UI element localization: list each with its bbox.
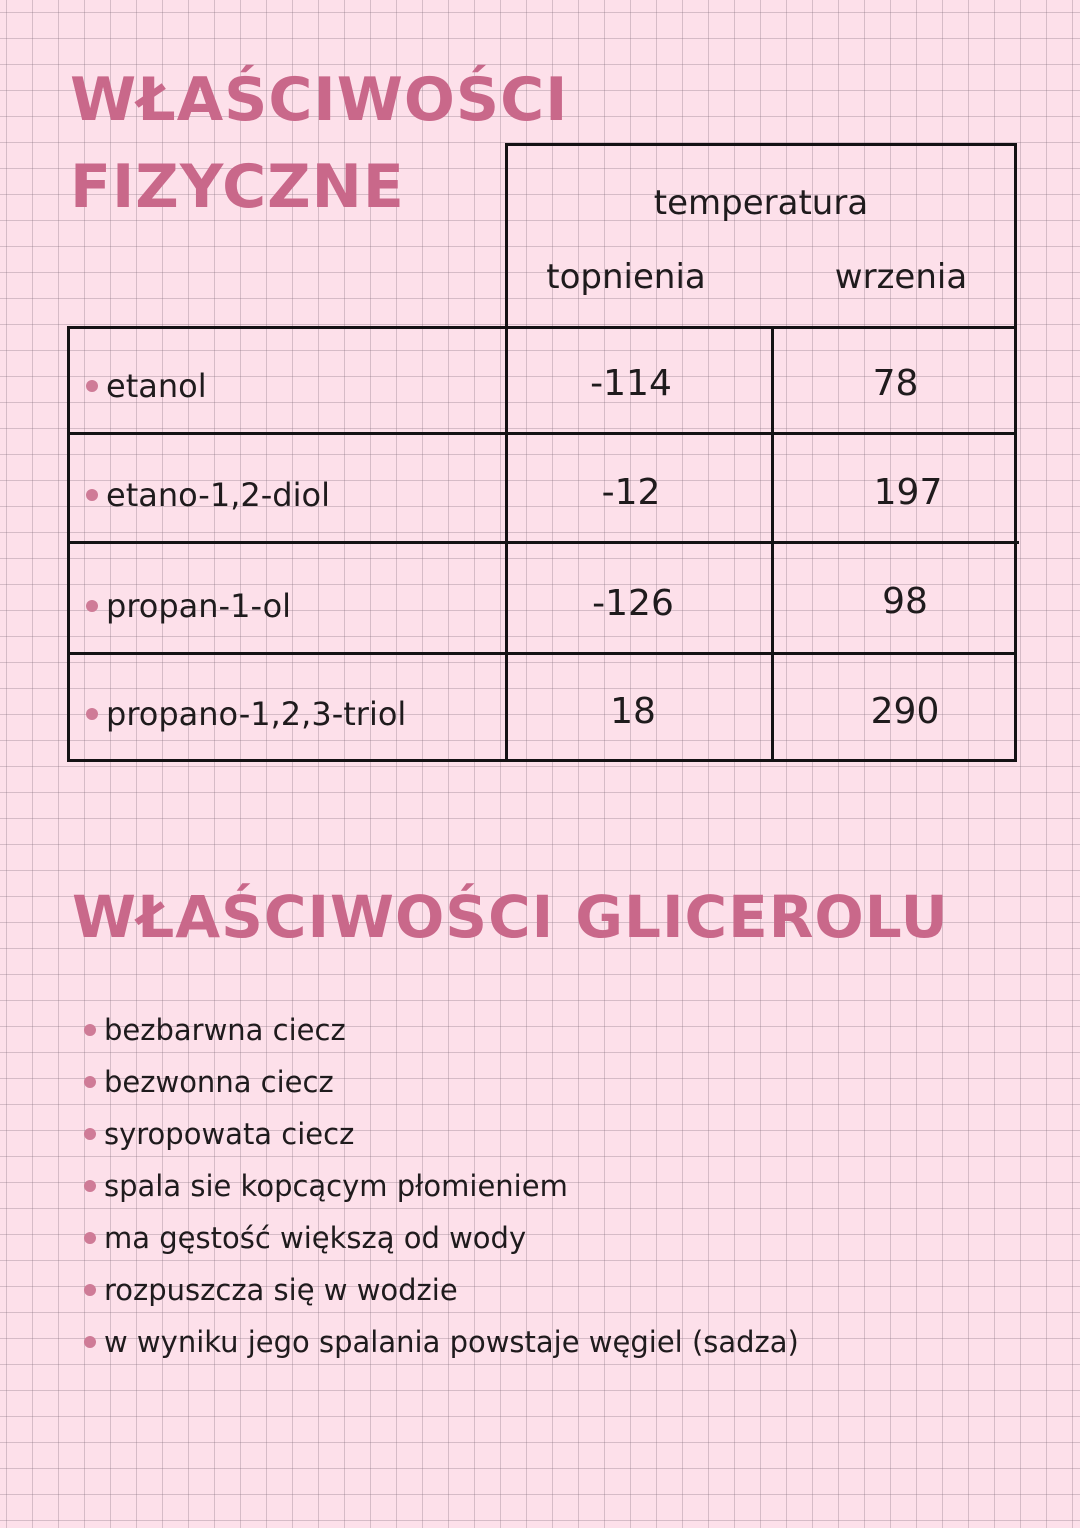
compound-name: etanol (106, 367, 207, 405)
list-item (84, 1056, 799, 1108)
glycerol-section-title: WŁAŚCIWOŚCI GLICEROLU (72, 883, 949, 951)
table-row-name (86, 475, 330, 515)
glycerol-properties-list (84, 1004, 799, 1368)
bullet-dot (84, 1180, 96, 1192)
bullet-dot (84, 1232, 96, 1244)
compound-name: propan-1-ol (106, 587, 292, 625)
list-item (84, 1108, 799, 1160)
row-divider-1 (67, 432, 1017, 435)
list-item-text: w wyniku jego spalania powstaje węgiel (sadza) (104, 1325, 799, 1359)
list-item (84, 1160, 799, 1212)
bullet-dot (84, 1128, 96, 1140)
table-header-box (505, 143, 1017, 329)
header-temperature: temperatura (653, 183, 869, 223)
list-item-text: rozpuszcza się w wodzie (104, 1273, 458, 1307)
list-item (84, 1264, 799, 1316)
bullet-dot (84, 1076, 96, 1088)
boiling-value: 98 (882, 581, 928, 622)
bullet-dot (86, 380, 98, 392)
compound-name: etano-1,2-diol (106, 476, 330, 514)
list-item-text: syropowata ciecz (104, 1117, 355, 1151)
bullet-dot (86, 708, 98, 720)
list-item-text: bezwonna ciecz (104, 1065, 334, 1099)
header-boiling: wrzenia (834, 257, 968, 297)
bullet-dot (84, 1024, 96, 1036)
list-item (84, 1004, 799, 1056)
list-item-text: ma gęstość większą od wody (104, 1221, 527, 1255)
list-item (84, 1212, 799, 1264)
bullet-dot (84, 1336, 96, 1348)
melting-value: -114 (590, 363, 672, 404)
section-title-line1: WŁAŚCIWOŚCI (70, 65, 569, 135)
boiling-value: 197 (873, 472, 943, 513)
bullet-dot (86, 489, 98, 501)
melting-value: -12 (601, 472, 661, 513)
table-row-name (86, 586, 291, 626)
list-item-text: spala sie kopcącym płomieniem (104, 1169, 568, 1203)
list-item-text: bezbarwna ciecz (104, 1013, 346, 1047)
header-melting: topnienia (546, 257, 706, 297)
compound-name: propano-1,2,3-triol (106, 695, 407, 733)
table-row-name (86, 694, 406, 734)
melting-value: -126 (592, 583, 674, 624)
boiling-value: 78 (872, 363, 919, 404)
bullet-dot (86, 600, 98, 612)
melting-value: 18 (610, 691, 656, 732)
row-divider-3 (67, 652, 1017, 655)
table-row-name (86, 366, 207, 406)
section-title-line2: FIZYCZNE (70, 152, 405, 222)
bullet-dot (84, 1284, 96, 1296)
list-item (84, 1316, 799, 1368)
row-divider-2 (67, 541, 1019, 544)
boiling-value: 290 (870, 691, 940, 732)
